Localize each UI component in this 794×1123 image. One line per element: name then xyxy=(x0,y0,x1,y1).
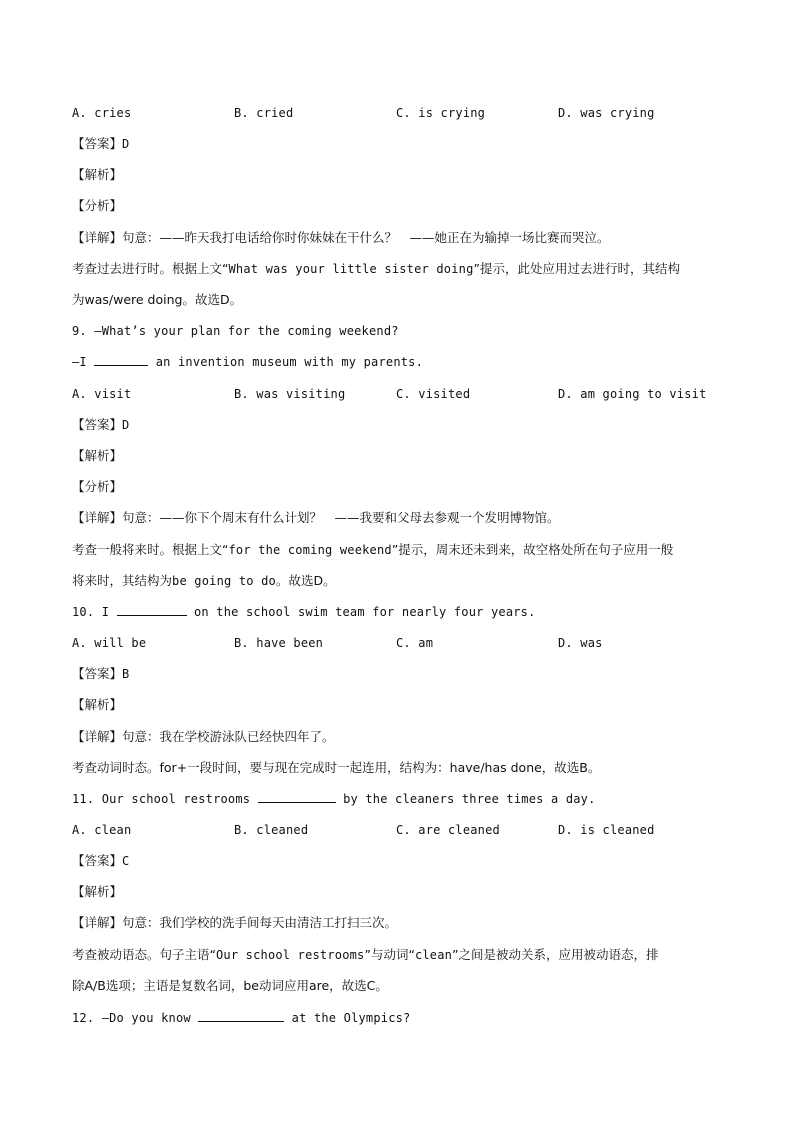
answer-label: 【答案】 xyxy=(72,136,123,151)
answer-value: D xyxy=(122,418,130,432)
explain-quote: clean xyxy=(414,948,453,962)
detail-text: 句意：我在学校游泳队已经快四年了。 xyxy=(122,729,335,744)
answer-label: 【答案】 xyxy=(72,853,123,868)
explain-text: 考查过去进行时。根据上文“ xyxy=(72,261,229,276)
explain-text: 考查一般将来时。根据上文“ xyxy=(72,542,229,557)
q10-detail xyxy=(72,727,335,747)
explain-quote: Our school restrooms xyxy=(215,948,365,962)
detail-label: 【详解】 xyxy=(72,510,123,525)
stem-text: 11. Our school restrooms xyxy=(72,792,251,806)
q9-explain-line-2 xyxy=(72,571,336,591)
fill-blank xyxy=(258,790,336,803)
stem-text: 12. —Do you know xyxy=(72,1011,191,1025)
q9-fenxi-label: 【分析】 xyxy=(72,479,123,494)
q10-answer xyxy=(72,664,129,684)
q10-option-d: D. was xyxy=(558,636,603,650)
q9-option-a: A. visit xyxy=(72,387,132,401)
q9-analysis-label: 【解析】 xyxy=(72,448,123,463)
detail-text: 句意：我们学校的洗手间每天由清洁工打扫三次。 xyxy=(122,915,398,930)
explain-quote: be going to do xyxy=(172,574,276,588)
q11-explain-line-2: 除A/B选项；主语是复数名词，be动词应用are，故选C。 xyxy=(72,978,388,993)
q11-option-a: A. clean xyxy=(72,823,132,837)
stem-text: an invention museum with my parents. xyxy=(155,355,424,369)
q8-analysis-label: 【解析】 xyxy=(72,167,123,182)
q8-explain-line-2: 为was/were doing。故选D。 xyxy=(72,292,243,307)
q9-explain-line-1 xyxy=(72,540,673,560)
detail-text: 句意：——你下个周末有什么计划？ ——我要和父母去参观一个发明博物馆。 xyxy=(122,510,560,525)
q10-options xyxy=(72,633,732,653)
answer-value: D xyxy=(122,137,130,151)
q9-option-b: B. was visiting xyxy=(234,387,346,401)
explain-text: 。故选D。 xyxy=(275,573,336,588)
stem-text: at the Olympics? xyxy=(291,1011,411,1025)
q11-option-d: D. is cleaned xyxy=(558,823,655,837)
explain-quote: for the coming weekend xyxy=(228,543,392,557)
q11-options xyxy=(72,820,732,840)
q8-options xyxy=(72,103,732,123)
q9-stem-line-2 xyxy=(72,352,423,372)
answer-label: 【答案】 xyxy=(72,666,123,681)
answer-value: B xyxy=(122,667,130,681)
q10-option-b: B. have been xyxy=(234,636,324,650)
q8-explain-line-1 xyxy=(72,259,680,279)
q11-option-b: B. cleaned xyxy=(234,823,309,837)
fill-blank xyxy=(94,353,148,366)
q8-option-b: B. cried xyxy=(234,106,294,120)
q11-detail xyxy=(72,913,397,933)
explain-text: 考查被动语态。句子主语“ xyxy=(72,947,216,962)
detail-label: 【详解】 xyxy=(72,915,123,930)
fill-blank xyxy=(198,1009,284,1022)
q8-answer xyxy=(72,134,129,154)
q10-stem xyxy=(72,602,536,622)
q11-stem xyxy=(72,789,596,809)
detail-label: 【详解】 xyxy=(72,230,123,245)
fill-blank xyxy=(117,603,187,616)
q8-option-d: D. was crying xyxy=(558,106,655,120)
q11-option-c: C. are cleaned xyxy=(396,823,500,837)
q8-fenxi-label: 【分析】 xyxy=(72,198,123,213)
detail-label: 【详解】 xyxy=(72,729,123,744)
q11-analysis-label: 【解析】 xyxy=(72,884,123,899)
q9-option-d: D. am going to visit xyxy=(558,387,707,401)
q8-option-a: A. cries xyxy=(72,106,132,120)
explain-text: 将来时，其结构为 xyxy=(72,573,173,588)
answer-value: C xyxy=(122,854,130,868)
explain-text: ”之间是被动关系，应用被动语态，排 xyxy=(452,947,659,962)
explain-text: ”与动词“ xyxy=(364,947,415,962)
q11-explain-line-1 xyxy=(72,945,659,965)
stem-text: 10. I xyxy=(72,605,110,619)
q9-answer xyxy=(72,415,129,435)
q10-analysis-label: 【解析】 xyxy=(72,697,123,712)
explain-quote: What was your little sister doing xyxy=(228,262,474,276)
q9-option-c: C. visited xyxy=(396,387,471,401)
q8-detail xyxy=(72,228,610,248)
q11-answer xyxy=(72,851,129,871)
q9-stem-line-1: 9. —What’s your plan for the coming weekend? xyxy=(72,324,399,338)
explain-text: ”提示，周末还未到来，故空格处所在句子应用一般 xyxy=(391,542,674,557)
q9-options xyxy=(72,384,732,404)
explain-text: ”提示，此处应用过去进行时，其结构 xyxy=(473,261,680,276)
stem-text: on the school swim team for nearly four years. xyxy=(194,605,536,619)
detail-text: 句意：——昨天我打电话给你时你妹妹在干什么？ ——她正在为输掉一场比赛而哭泣。 xyxy=(122,230,610,245)
q10-option-a: A. will be xyxy=(72,636,147,650)
q10-option-c: C. am xyxy=(396,636,434,650)
answer-label: 【答案】 xyxy=(72,417,123,432)
q9-detail xyxy=(72,508,560,528)
q8-option-c: C. is crying xyxy=(396,106,486,120)
stem-text: —I xyxy=(72,355,87,369)
q10-explain-line-1: 考查动词时态。for+一段时间，要与现在完成时一起连用，结构为：have/has done，故选B。 xyxy=(72,760,601,775)
q12-stem xyxy=(72,1008,410,1028)
stem-text: by the cleaners three times a day. xyxy=(343,792,596,806)
